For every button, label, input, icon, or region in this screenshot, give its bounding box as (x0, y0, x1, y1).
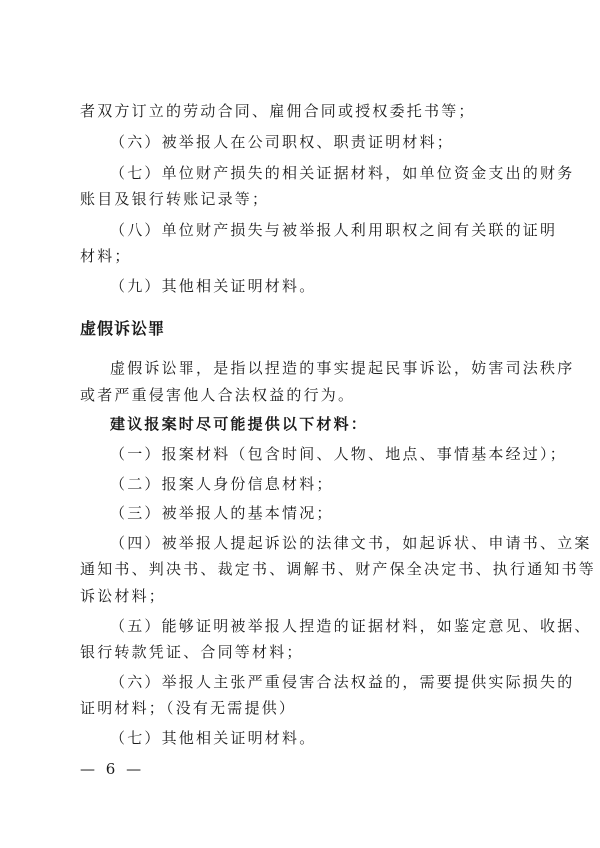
text-line: 者双方订立的劳动合同、雇佣合同或授权委托书等； (80, 102, 476, 120)
text-line: （三）被举报人的基本情况； (110, 504, 334, 522)
text-line: 银行转款凭证、合同等材料； (80, 643, 304, 661)
text-line: 或者严重侵害他人合法权益的行为。 (80, 386, 356, 404)
page-number: — 6 — (80, 760, 145, 778)
text-line: （五）能够证明被举报人捏造的证据材料，如鉴定意见、收据、 (110, 617, 592, 635)
text-line: （一）报案材料（包含时间、人物、地点、事情基本经过）； (110, 445, 567, 463)
text-line: （六）被举报人在公司职权、职责证明材料； (110, 133, 455, 151)
text-line: 证明材料；（没有无需提供） (80, 699, 297, 717)
text-line: （九）其他相关证明材料。 (110, 277, 317, 295)
text-line: 建议报案时尽可能提供以下材料： (110, 415, 369, 433)
text-line: （七）其他相关证明材料。 (110, 729, 317, 747)
text-line: 虚假诉讼罪，是指以捏造的事实提起民事诉讼，妨害司法秩序 (110, 359, 575, 377)
text-line: （七）单位财产损失的相关证据材料，如单位资金支出的财务 (110, 164, 575, 182)
text-line: 通知书、判决书、裁定书、调解书、财产保全决定书、执行通知书等 (80, 560, 597, 578)
text-line: （四）被举报人提起诉讼的法律文书，如起诉状、申请书、立案 (110, 534, 592, 552)
text-line: （八）单位财产损失与被举报人利用职权之间有关联的证明 (110, 221, 558, 239)
text-line: （二）报案人身份信息材料； (110, 475, 334, 493)
text-line: 材料； (80, 247, 132, 265)
section-heading: 虚假诉讼罪 (80, 319, 166, 338)
text-line: 诉讼材料； (80, 587, 167, 605)
text-line: （六）举报人主张严重侵害合法权益的，需要提供实际损失的 (110, 673, 575, 691)
text-line: 账目及银行转账记录等； (80, 190, 270, 208)
